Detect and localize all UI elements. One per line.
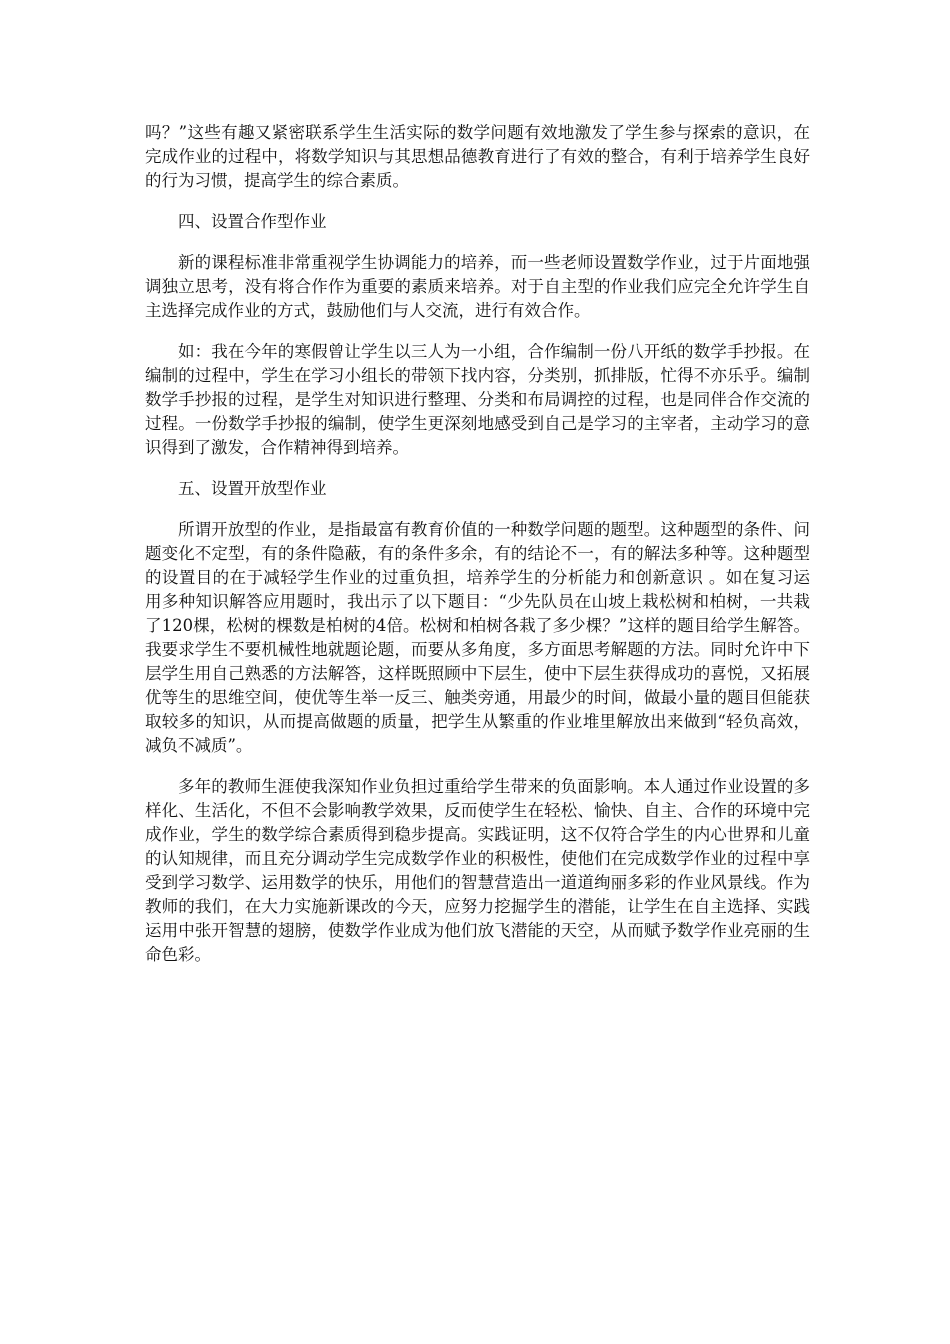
paragraph-conclusion: 多年的教师生涯使我深知作业负担过重给学生带来的负面影响。本人通过作业设置的多样化、生活化，不但不会影响教学效果，反而使学生在轻松、愉快、自主、合作的环境中完成作业，学生的数学综合素质得到稳步提高。实践证明，这不仅符合学生的内心世界和儿童的认知规律，而且充分调动学生完成数学作业的积极性，使他们在完成数学作业的过程中享受到学习数学、运用数学的快乐，用他们的智慧营造出一道道绚丽多彩的作业风景线。作为教师的我们，在大力实施新课改的今天，应努力挖掘学生的潜能，让学生在自主选择、实践运用中张开智慧的翅膀，使数学作业成为他们放飞潜能的天空，从而赋予数学作业亮丽的生命色彩。 <box>145 777 810 964</box>
paragraph-intro-continuation: 吗？”这些有趣又紧密联系学生生活实际的数学问题有效地激发了学生参与探索的意识，在完成作业的过程中，将数学知识与其思想品德教育进行了有效的整合，有利于培养学生良好的行为习惯，提高学生的综合素质。 <box>145 123 810 190</box>
paragraph-open-homework: 所谓开放型的作业，是指最富有教育价值的一种数学问题的题型。这种题型的条件、问题变化不定型，有的条件隐蔽，有的条件多余，有的结论不一，有的解法多种等。这种题型的设置目的在于减轻学生作业的过重负担，培养学生的分析能力和创新意识 。如在复习运用多种知识解答应用题时，我出示了以下题目：“少先队员在山坡上栽松树和柏树，一共栽了120棵，松树的棵数是柏树的4倍。松树和柏树各栽了多少棵？”这样的题目给学生解答。我要求学生不要机械性地就题论题，而要从多角度，多方面思考解题的方法。同时允许中下层学生用自己熟悉的方法解答，这样既照顾中下层生，使中下层生获得成功的喜悦，又拓展优等生的思维空间，使优等生举一反三、触类旁通，用最少的时间，做最小量的题目但能获取较多的知识，从而提高做题的质量，把学生从繁重的作业堆里解放出来做到“轻负高效，减负不减质”。 <box>145 520 810 755</box>
paragraph-cooperative-example: 如：我在今年的寒假曾让学生以三人为一小组，合作编制一份八开纸的数学手抄报。在编制的过程中，学生在学习小组长的带领下找内容，分类别，抓排版，忙得不亦乐乎。编制数学手抄报的过程，是学生对知识进行整理、分类和布局调控的过程，也是同伴合作交流的过程。一份数学手抄报的编制，使学生更深刻地感受到自己是学习的主宰者，主动学习的意识得到了激发，合作精神得到培养。 <box>145 342 810 457</box>
section-heading-open-homework: 五、设置开放型作业 <box>178 479 327 498</box>
paragraph-cooperative-intro: 新的课程标准非常重视学生协调能力的培养，而一些老师设置数学作业，过于片面地强调独立思考，没有将合作作为重要的素质来培养。对于自主型的作业我们应完全允许学生自主选择完成作业的方式，鼓励他们与人交流，进行有效合作。 <box>145 253 810 320</box>
document-page <box>145 121 810 984</box>
section-heading-cooperative-homework: 四、设置合作型作业 <box>178 212 327 231</box>
